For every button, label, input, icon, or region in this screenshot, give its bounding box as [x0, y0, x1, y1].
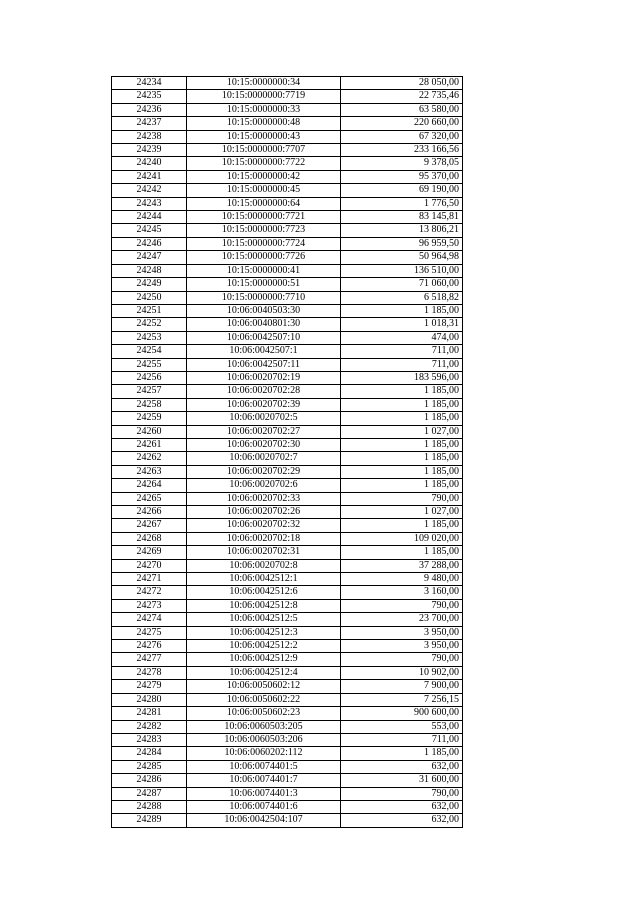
- table-row: [112, 613, 463, 626]
- cadastral-number-cell: 10:06:0020702:26: [187, 506, 341, 519]
- amount-cell: 69 190,00: [341, 184, 463, 197]
- row-number-cell: 24254: [112, 345, 187, 358]
- row-number-cell: 24264: [112, 479, 187, 492]
- table-row: [112, 211, 463, 224]
- row-number-cell: 24243: [112, 197, 187, 210]
- cadastral-number-cell: 10:06:0040801:30: [187, 318, 341, 331]
- cadastral-number-cell: 10:06:0042507:10: [187, 331, 341, 344]
- table-row: [112, 666, 463, 679]
- amount-cell: 183 596,00: [341, 371, 463, 384]
- row-number-cell: 24242: [112, 184, 187, 197]
- amount-cell: 1 185,00: [341, 398, 463, 411]
- table-row: [112, 398, 463, 411]
- cadastral-number-cell: 10:06:0042512:9: [187, 653, 341, 666]
- amount-cell: 1 185,00: [341, 546, 463, 559]
- row-number-cell: 24260: [112, 425, 187, 438]
- table-row: [112, 117, 463, 130]
- amount-cell: 1 185,00: [341, 438, 463, 451]
- amount-cell: 711,00: [341, 733, 463, 746]
- row-number-cell: 24270: [112, 559, 187, 572]
- table-row: [112, 385, 463, 398]
- amount-cell: 63 580,00: [341, 103, 463, 116]
- amount-cell: 1 027,00: [341, 506, 463, 519]
- row-number-cell: 24281: [112, 707, 187, 720]
- amount-cell: 1 185,00: [341, 465, 463, 478]
- row-number-cell: 24259: [112, 412, 187, 425]
- cadastral-number-cell: 10:15:0000000:43: [187, 130, 341, 143]
- table-row: [112, 586, 463, 599]
- cadastral-number-cell: 10:06:0020702:39: [187, 398, 341, 411]
- cadastral-number-cell: 10:15:0000000:33: [187, 103, 341, 116]
- table-row: [112, 425, 463, 438]
- amount-cell: 71 060,00: [341, 278, 463, 291]
- amount-cell: 553,00: [341, 720, 463, 733]
- ledger-table-body: [112, 77, 463, 828]
- amount-cell: 1 185,00: [341, 519, 463, 532]
- table-row: [112, 264, 463, 277]
- row-number-cell: 24253: [112, 331, 187, 344]
- table-row: [112, 760, 463, 773]
- amount-cell: 3 160,00: [341, 586, 463, 599]
- cadastral-number-cell: 10:06:0042504:107: [187, 814, 341, 827]
- row-number-cell: 24266: [112, 506, 187, 519]
- table-row: [112, 412, 463, 425]
- row-number-cell: 24263: [112, 465, 187, 478]
- table-row: [112, 800, 463, 813]
- cadastral-number-cell: 10:06:0020702:7: [187, 452, 341, 465]
- amount-cell: 28 050,00: [341, 77, 463, 90]
- amount-cell: 96 959,50: [341, 237, 463, 250]
- table-row: [112, 103, 463, 116]
- amount-cell: 109 020,00: [341, 532, 463, 545]
- cadastral-number-cell: 10:06:0050602:22: [187, 693, 341, 706]
- table-row: [112, 519, 463, 532]
- row-number-cell: 24282: [112, 720, 187, 733]
- table-row: [112, 640, 463, 653]
- table-row: [112, 144, 463, 157]
- table-row: [112, 787, 463, 800]
- amount-cell: 711,00: [341, 345, 463, 358]
- cadastral-number-cell: 10:06:0020702:19: [187, 371, 341, 384]
- row-number-cell: 24287: [112, 787, 187, 800]
- amount-cell: 790,00: [341, 492, 463, 505]
- table-row: [112, 251, 463, 264]
- row-number-cell: 24241: [112, 170, 187, 183]
- row-number-cell: 24267: [112, 519, 187, 532]
- table-row: [112, 492, 463, 505]
- cadastral-number-cell: 10:06:0042507:1: [187, 345, 341, 358]
- cadastral-number-cell: 10:06:0074401:6: [187, 800, 341, 813]
- table-row: [112, 506, 463, 519]
- cadastral-number-cell: 10:15:0000000:45: [187, 184, 341, 197]
- row-number-cell: 24248: [112, 264, 187, 277]
- row-number-cell: 24255: [112, 358, 187, 371]
- amount-cell: 1 027,00: [341, 425, 463, 438]
- row-number-cell: 24247: [112, 251, 187, 264]
- cadastral-number-cell: 10:15:0000000:7723: [187, 224, 341, 237]
- table-row: [112, 733, 463, 746]
- row-number-cell: 24258: [112, 398, 187, 411]
- amount-cell: 1 776,50: [341, 197, 463, 210]
- amount-cell: 1 185,00: [341, 452, 463, 465]
- row-number-cell: 24249: [112, 278, 187, 291]
- cadastral-number-cell: 10:06:0050602:12: [187, 680, 341, 693]
- cadastral-number-cell: 10:15:0000000:64: [187, 197, 341, 210]
- amount-cell: 790,00: [341, 653, 463, 666]
- table-row: [112, 291, 463, 304]
- table-row: [112, 747, 463, 760]
- row-number-cell: 24261: [112, 438, 187, 451]
- table-row: [112, 77, 463, 90]
- amount-cell: 10 902,00: [341, 666, 463, 679]
- table-row: [112, 318, 463, 331]
- cadastral-number-cell: 10:06:0020702:6: [187, 479, 341, 492]
- row-number-cell: 24252: [112, 318, 187, 331]
- cadastral-number-cell: 10:06:0060503:205: [187, 720, 341, 733]
- table-row: [112, 479, 463, 492]
- cadastral-number-cell: 10:06:0020702:30: [187, 438, 341, 451]
- amount-cell: 1 185,00: [341, 479, 463, 492]
- amount-cell: 3 950,00: [341, 626, 463, 639]
- table-row: [112, 546, 463, 559]
- cadastral-number-cell: 10:06:0042512:3: [187, 626, 341, 639]
- table-row: [112, 345, 463, 358]
- cadastral-number-cell: 10:06:0042512:5: [187, 613, 341, 626]
- row-number-cell: 24244: [112, 211, 187, 224]
- table-row: [112, 90, 463, 103]
- cadastral-number-cell: 10:15:0000000:42: [187, 170, 341, 183]
- table-row: [112, 157, 463, 170]
- amount-cell: 3 950,00: [341, 640, 463, 653]
- row-number-cell: 24272: [112, 586, 187, 599]
- row-number-cell: 24280: [112, 693, 187, 706]
- amount-cell: 632,00: [341, 814, 463, 827]
- amount-cell: 1 185,00: [341, 412, 463, 425]
- cadastral-number-cell: 10:15:0000000:41: [187, 264, 341, 277]
- cadastral-number-cell: 10:15:0000000:7721: [187, 211, 341, 224]
- cadastral-number-cell: 10:06:0050602:23: [187, 707, 341, 720]
- amount-cell: 9 480,00: [341, 573, 463, 586]
- row-number-cell: 24238: [112, 130, 187, 143]
- cadastral-number-cell: 10:15:0000000:34: [187, 77, 341, 90]
- table-row: [112, 237, 463, 250]
- row-number-cell: 24276: [112, 640, 187, 653]
- cadastral-number-cell: 10:15:0000000:7722: [187, 157, 341, 170]
- cadastral-number-cell: 10:06:0074401:7: [187, 774, 341, 787]
- row-number-cell: 24236: [112, 103, 187, 116]
- amount-cell: 1 185,00: [341, 747, 463, 760]
- table-row: [112, 278, 463, 291]
- amount-cell: 632,00: [341, 760, 463, 773]
- table-row: [112, 331, 463, 344]
- cadastral-number-cell: 10:15:0000000:7707: [187, 144, 341, 157]
- table-row: [112, 693, 463, 706]
- table-row: [112, 465, 463, 478]
- amount-cell: 790,00: [341, 599, 463, 612]
- table-row: [112, 184, 463, 197]
- row-number-cell: 24283: [112, 733, 187, 746]
- row-number-cell: 24277: [112, 653, 187, 666]
- amount-cell: 711,00: [341, 358, 463, 371]
- row-number-cell: 24288: [112, 800, 187, 813]
- row-number-cell: 24274: [112, 613, 187, 626]
- row-number-cell: 24278: [112, 666, 187, 679]
- row-number-cell: 24262: [112, 452, 187, 465]
- amount-cell: 6 518,82: [341, 291, 463, 304]
- amount-cell: 13 806,21: [341, 224, 463, 237]
- cadastral-number-cell: 10:15:0000000:7710: [187, 291, 341, 304]
- amount-cell: 95 370,00: [341, 170, 463, 183]
- cadastral-number-cell: 10:06:0042512:4: [187, 666, 341, 679]
- table-row: [112, 814, 463, 827]
- cadastral-number-cell: 10:15:0000000:51: [187, 278, 341, 291]
- cadastral-number-cell: 10:06:0020702:5: [187, 412, 341, 425]
- cadastral-number-cell: 10:06:0020702:33: [187, 492, 341, 505]
- amount-cell: 900 600,00: [341, 707, 463, 720]
- table-row: [112, 452, 463, 465]
- amount-cell: 37 288,00: [341, 559, 463, 572]
- cadastral-number-cell: 10:06:0060503:206: [187, 733, 341, 746]
- ledger-table: [111, 76, 463, 828]
- amount-cell: 67 320,00: [341, 130, 463, 143]
- row-number-cell: 24246: [112, 237, 187, 250]
- cadastral-number-cell: 10:06:0020702:31: [187, 546, 341, 559]
- row-number-cell: 24239: [112, 144, 187, 157]
- table-row: [112, 559, 463, 572]
- amount-cell: 790,00: [341, 787, 463, 800]
- cadastral-number-cell: 10:06:0020702:27: [187, 425, 341, 438]
- cadastral-number-cell: 10:06:0060202:112: [187, 747, 341, 760]
- cadastral-number-cell: 10:06:0020702:29: [187, 465, 341, 478]
- cadastral-number-cell: 10:15:0000000:48: [187, 117, 341, 130]
- cadastral-number-cell: 10:15:0000000:7719: [187, 90, 341, 103]
- cadastral-number-cell: 10:06:0040503:30: [187, 304, 341, 317]
- amount-cell: 1 018,31: [341, 318, 463, 331]
- cadastral-number-cell: 10:15:0000000:7724: [187, 237, 341, 250]
- row-number-cell: 24268: [112, 532, 187, 545]
- amount-cell: 31 600,00: [341, 774, 463, 787]
- row-number-cell: 24286: [112, 774, 187, 787]
- row-number-cell: 24240: [112, 157, 187, 170]
- row-number-cell: 24256: [112, 371, 187, 384]
- row-number-cell: 24289: [112, 814, 187, 827]
- cadastral-number-cell: 10:06:0020702:32: [187, 519, 341, 532]
- amount-cell: 632,00: [341, 800, 463, 813]
- table-row: [112, 304, 463, 317]
- table-row: [112, 358, 463, 371]
- table-row: [112, 680, 463, 693]
- amount-cell: 1 185,00: [341, 385, 463, 398]
- table-row: [112, 653, 463, 666]
- cadastral-number-cell: 10:06:0042512:1: [187, 573, 341, 586]
- row-number-cell: 24235: [112, 90, 187, 103]
- row-number-cell: 24284: [112, 747, 187, 760]
- table-row: [112, 573, 463, 586]
- table-row: [112, 720, 463, 733]
- amount-cell: 220 660,00: [341, 117, 463, 130]
- amount-cell: 83 145,81: [341, 211, 463, 224]
- amount-cell: 7 256,15: [341, 693, 463, 706]
- row-number-cell: 24275: [112, 626, 187, 639]
- row-number-cell: 24279: [112, 680, 187, 693]
- row-number-cell: 24237: [112, 117, 187, 130]
- amount-cell: 50 964,98: [341, 251, 463, 264]
- row-number-cell: 24269: [112, 546, 187, 559]
- row-number-cell: 24251: [112, 304, 187, 317]
- amount-cell: 136 510,00: [341, 264, 463, 277]
- cadastral-number-cell: 10:06:0020702:28: [187, 385, 341, 398]
- row-number-cell: 24265: [112, 492, 187, 505]
- row-number-cell: 24257: [112, 385, 187, 398]
- row-number-cell: 24273: [112, 599, 187, 612]
- cadastral-number-cell: 10:06:0042512:6: [187, 586, 341, 599]
- amount-cell: 9 378,05: [341, 157, 463, 170]
- amount-cell: 7 900,00: [341, 680, 463, 693]
- table-row: [112, 197, 463, 210]
- cadastral-number-cell: 10:06:0042512:2: [187, 640, 341, 653]
- row-number-cell: 24285: [112, 760, 187, 773]
- table-row: [112, 599, 463, 612]
- table-row: [112, 532, 463, 545]
- table-row: [112, 707, 463, 720]
- row-number-cell: 24234: [112, 77, 187, 90]
- table-row: [112, 626, 463, 639]
- amount-cell: 1 185,00: [341, 304, 463, 317]
- cadastral-number-cell: 10:06:0074401:5: [187, 760, 341, 773]
- cadastral-number-cell: 10:06:0020702:8: [187, 559, 341, 572]
- amount-cell: 474,00: [341, 331, 463, 344]
- table-row: [112, 170, 463, 183]
- cadastral-number-cell: 10:06:0042512:8: [187, 599, 341, 612]
- amount-cell: 22 735,46: [341, 90, 463, 103]
- table-row: [112, 130, 463, 143]
- row-number-cell: 24245: [112, 224, 187, 237]
- cadastral-number-cell: 10:06:0074401:3: [187, 787, 341, 800]
- row-number-cell: 24271: [112, 573, 187, 586]
- amount-cell: 233 166,56: [341, 144, 463, 157]
- table-row: [112, 224, 463, 237]
- cadastral-number-cell: 10:15:0000000:7726: [187, 251, 341, 264]
- cadastral-number-cell: 10:06:0042507:11: [187, 358, 341, 371]
- table-row: [112, 438, 463, 451]
- table-row: [112, 371, 463, 384]
- cadastral-number-cell: 10:06:0020702:18: [187, 532, 341, 545]
- table-row: [112, 774, 463, 787]
- row-number-cell: 24250: [112, 291, 187, 304]
- amount-cell: 23 700,00: [341, 613, 463, 626]
